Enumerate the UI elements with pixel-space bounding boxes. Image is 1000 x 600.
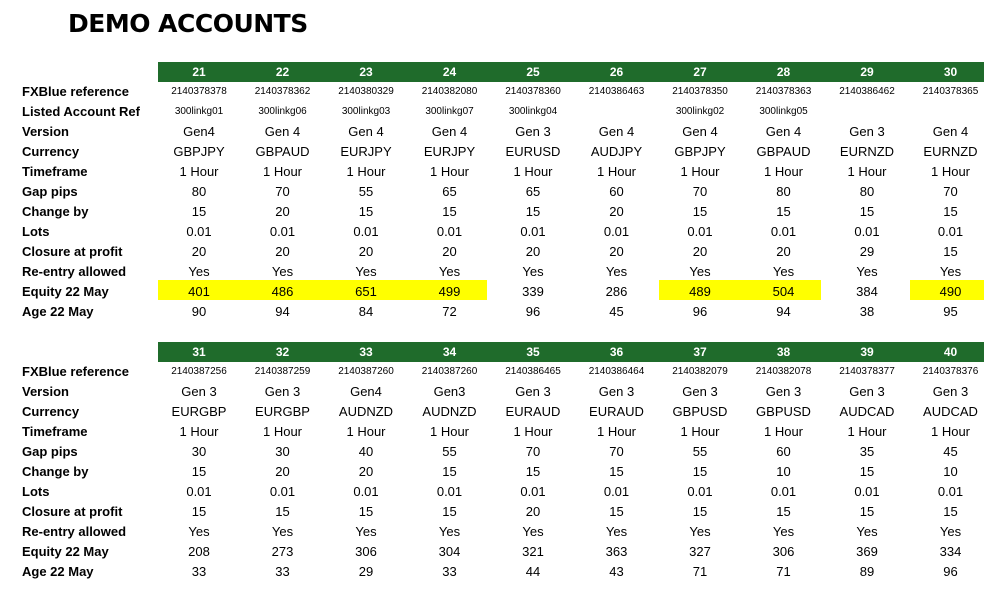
table-cell: 15 bbox=[609, 464, 624, 479]
table-cell: 1 Hour bbox=[930, 424, 971, 439]
table-cell: 300linkg05 bbox=[759, 106, 808, 117]
table-cell: EURJPY bbox=[423, 144, 476, 159]
table-cell: 2140387256 bbox=[171, 366, 227, 377]
table-cell: GBPJPY bbox=[173, 144, 225, 159]
table-cell: 1 Hour bbox=[179, 164, 219, 179]
row-label: Listed Account Ref bbox=[22, 104, 140, 119]
equity-cell: 489 bbox=[689, 284, 711, 299]
equity-cell: 339 bbox=[522, 284, 544, 299]
table-cell: GBPAUD bbox=[756, 144, 811, 159]
table-cell: Yes bbox=[689, 524, 711, 539]
table-cell: 15 bbox=[692, 204, 708, 219]
table-cell: 2140378376 bbox=[922, 366, 979, 377]
table-cell: 15 bbox=[525, 464, 541, 479]
table-cell: Gen 3 bbox=[598, 384, 635, 399]
table-cell: 0.01 bbox=[186, 484, 212, 499]
table-cell: 10 bbox=[943, 464, 958, 479]
table-cell: 33 bbox=[191, 564, 207, 579]
table-cell: 70 bbox=[692, 184, 708, 199]
table-cell: EURNZD bbox=[923, 144, 978, 159]
row-label: Equity 22 May bbox=[22, 284, 109, 299]
table-cell: 71 bbox=[776, 564, 791, 579]
table-cell: Gen 4 bbox=[348, 124, 384, 139]
table-cell: Yes bbox=[188, 524, 210, 539]
table-cell: 15 bbox=[191, 464, 207, 479]
column-number: 37 bbox=[693, 345, 707, 359]
table-cell: 1 Hour bbox=[262, 164, 303, 179]
table-cell: 70 bbox=[943, 184, 958, 199]
row-label: Change by bbox=[22, 204, 89, 219]
table-cell: Gen4 bbox=[183, 124, 215, 139]
table-cell: Gen 3 bbox=[849, 124, 885, 139]
table-cell: AUDCAD bbox=[839, 404, 895, 419]
column-number: 34 bbox=[442, 345, 457, 359]
table-cell: Gen 4 bbox=[682, 124, 718, 139]
table-cell: 0.01 bbox=[269, 224, 296, 239]
table-cell: 1 Hour bbox=[596, 164, 637, 179]
table-cell: 1 Hour bbox=[346, 164, 386, 179]
table-cell: 300linkg04 bbox=[508, 106, 558, 117]
table-cell: 80 bbox=[859, 184, 875, 199]
table-cell: 65 bbox=[442, 184, 457, 199]
table-cell: GBPAUD bbox=[255, 144, 310, 159]
table-cell: 20 bbox=[525, 244, 541, 259]
table-cell: 10 bbox=[776, 464, 791, 479]
table-cell: 2140387260 bbox=[338, 366, 394, 377]
table-cell: Gen 3 bbox=[765, 384, 802, 399]
table-cell: 80 bbox=[776, 184, 791, 199]
table-cell: 30 bbox=[275, 444, 290, 459]
table-cell: 96 bbox=[692, 304, 708, 319]
table-cell: 15 bbox=[525, 204, 541, 219]
table-cell: 55 bbox=[692, 444, 708, 459]
table-cell: 55 bbox=[358, 184, 374, 199]
column-number: 24 bbox=[442, 65, 457, 79]
table-cell: 15 bbox=[358, 204, 374, 219]
table-cell: 15 bbox=[442, 504, 457, 519]
table-cell: 1 Hour bbox=[763, 424, 804, 439]
table-cell: Gen 4 bbox=[431, 124, 468, 139]
table-cell: 0.01 bbox=[520, 484, 546, 499]
table-cell: GBPUSD bbox=[672, 404, 728, 419]
table-cell: 2140386464 bbox=[588, 366, 645, 377]
table-cell: Yes bbox=[772, 264, 795, 279]
table-cell: Yes bbox=[856, 524, 878, 539]
table-cell: 0.01 bbox=[269, 484, 296, 499]
row-label: Re-entry allowed bbox=[22, 264, 127, 279]
row-label: Lots bbox=[22, 484, 50, 499]
table-cell: 1 Hour bbox=[429, 424, 470, 439]
table-cell: 60 bbox=[609, 184, 624, 199]
row-label: Timeframe bbox=[22, 164, 88, 179]
column-number: 39 bbox=[860, 345, 874, 359]
column-number: 33 bbox=[359, 345, 373, 359]
table-cell: 1 Hour bbox=[847, 424, 887, 439]
table-cell: 0.01 bbox=[770, 224, 797, 239]
column-number: 31 bbox=[192, 345, 206, 359]
table-cell: 96 bbox=[525, 304, 541, 319]
row-label: FXBlue reference bbox=[22, 84, 129, 99]
table-cell: AUDNZD bbox=[422, 404, 477, 419]
table-cell: 300linkg07 bbox=[425, 106, 474, 117]
table-cell: 0.01 bbox=[436, 484, 463, 499]
equity-cell: 306 bbox=[355, 544, 377, 559]
table-cell: 2140378350 bbox=[672, 86, 728, 97]
table-cell: 70 bbox=[275, 184, 290, 199]
table-cell: 95 bbox=[943, 304, 958, 319]
table-cell: 0.01 bbox=[937, 484, 964, 499]
column-number: 26 bbox=[609, 65, 624, 79]
column-number: 30 bbox=[943, 65, 958, 79]
equity-cell: 499 bbox=[438, 284, 461, 299]
table-cell: Yes bbox=[939, 264, 962, 279]
table-cell: Gen 3 bbox=[264, 384, 301, 399]
table-cell: 0.01 bbox=[770, 484, 797, 499]
row-label: Age 22 May bbox=[22, 304, 94, 319]
table-cell: 40 bbox=[358, 444, 374, 459]
table-cell: 15 bbox=[358, 504, 374, 519]
column-number: 36 bbox=[609, 345, 624, 359]
table-cell: 15 bbox=[191, 504, 207, 519]
table-cell: 29 bbox=[358, 564, 374, 579]
column-number: 40 bbox=[943, 345, 958, 359]
table-cell: 2140378378 bbox=[171, 86, 227, 97]
table-cell: 38 bbox=[859, 304, 875, 319]
table-cell: Yes bbox=[271, 264, 294, 279]
table-cell: Yes bbox=[772, 524, 795, 539]
table-cell: Gen 3 bbox=[682, 384, 718, 399]
table-cell: 0.01 bbox=[436, 224, 463, 239]
table-cell: 0.01 bbox=[687, 484, 713, 499]
table-cell: 1 Hour bbox=[179, 424, 219, 439]
table-cell: EURUSD bbox=[505, 144, 561, 159]
equity-cell: 490 bbox=[939, 284, 962, 299]
table-cell: GBPJPY bbox=[674, 144, 726, 159]
table-cell: 1 Hour bbox=[262, 424, 303, 439]
table-cell: Yes bbox=[271, 524, 294, 539]
table-cell: 0.01 bbox=[603, 484, 630, 499]
table-cell: 2140386465 bbox=[505, 366, 561, 377]
table-cell: 20 bbox=[692, 244, 708, 259]
table-cell: 30 bbox=[191, 444, 207, 459]
table-cell: 15 bbox=[442, 204, 457, 219]
table-cell: Gen 3 bbox=[515, 384, 551, 399]
table-cell: 94 bbox=[275, 304, 290, 319]
table-cell: 44 bbox=[525, 564, 541, 579]
table-cell: Gen 3 bbox=[849, 384, 885, 399]
table-cell: 2140378365 bbox=[922, 86, 979, 97]
column-number: 22 bbox=[275, 65, 290, 79]
column-number: 35 bbox=[526, 345, 540, 359]
table-cell: 80 bbox=[191, 184, 207, 199]
table-cell: Yes bbox=[355, 264, 377, 279]
table-cell: Gen 4 bbox=[932, 124, 969, 139]
table-cell: AUDJPY bbox=[590, 144, 643, 159]
equity-cell: 273 bbox=[271, 544, 294, 559]
table-cell: 0.01 bbox=[353, 484, 379, 499]
table-cell: Gen 3 bbox=[181, 384, 217, 399]
table-cell: 20 bbox=[776, 244, 791, 259]
row-label: Currency bbox=[22, 144, 80, 159]
table-cell: 70 bbox=[525, 444, 541, 459]
table-cell: EURGBP bbox=[255, 404, 310, 419]
row-label: Equity 22 May bbox=[22, 544, 109, 559]
table-cell: EURJPY bbox=[340, 144, 392, 159]
equity-cell: 651 bbox=[355, 284, 377, 299]
table-cell: 20 bbox=[275, 464, 290, 479]
table-cell: 70 bbox=[609, 444, 624, 459]
table-cell: Yes bbox=[689, 264, 711, 279]
table-cell: 20 bbox=[442, 244, 457, 259]
table-cell: 15 bbox=[692, 464, 708, 479]
equity-cell: 321 bbox=[522, 544, 544, 559]
table-cell: 2140382080 bbox=[421, 86, 478, 97]
equity-cell: 486 bbox=[271, 284, 294, 299]
page-title: DEMO ACCOUNTS bbox=[68, 9, 308, 38]
table-cell: 15 bbox=[609, 504, 624, 519]
table-cell: 2140378363 bbox=[755, 86, 812, 97]
equity-cell: 304 bbox=[438, 544, 461, 559]
table-cell: 89 bbox=[859, 564, 875, 579]
table-cell: Yes bbox=[856, 264, 878, 279]
table-cell bbox=[576, 104, 658, 120]
table-cell: 2140378377 bbox=[839, 366, 895, 377]
column-number: 29 bbox=[860, 65, 874, 79]
equity-cell: 208 bbox=[188, 544, 210, 559]
row-label: Timeframe bbox=[22, 424, 88, 439]
table-cell: 96 bbox=[943, 564, 958, 579]
equity-cell: 334 bbox=[939, 544, 962, 559]
table-cell: Gen 3 bbox=[932, 384, 969, 399]
table-cell: 1 Hour bbox=[513, 424, 553, 439]
table-cell: Gen 4 bbox=[264, 124, 301, 139]
column-number: 21 bbox=[192, 65, 206, 79]
table-cell: 20 bbox=[609, 204, 624, 219]
row-label: Re-entry allowed bbox=[22, 524, 127, 539]
column-number: 27 bbox=[693, 65, 707, 79]
equity-cell: 306 bbox=[772, 544, 795, 559]
table-cell: Yes bbox=[605, 524, 628, 539]
table-cell: 20 bbox=[358, 464, 374, 479]
table-cell bbox=[910, 104, 992, 120]
table-cell: Yes bbox=[605, 264, 628, 279]
table-cell: 2140387260 bbox=[421, 366, 478, 377]
table-cell: 0.01 bbox=[353, 224, 379, 239]
table-cell: 0.01 bbox=[854, 484, 880, 499]
table-cell: 94 bbox=[776, 304, 791, 319]
row-label: Version bbox=[22, 124, 69, 139]
table-cell: 15 bbox=[191, 204, 207, 219]
table-cell: GBPUSD bbox=[756, 404, 811, 419]
table-cell: 90 bbox=[191, 304, 207, 319]
table-cell: 300linkg03 bbox=[341, 106, 391, 117]
table-cell: 1 Hour bbox=[930, 164, 971, 179]
table-cell: EURNZD bbox=[839, 144, 895, 159]
table-cell: 1 Hour bbox=[763, 164, 804, 179]
table-cell: 55 bbox=[442, 444, 457, 459]
table-cell: Yes bbox=[522, 524, 544, 539]
table-cell: 72 bbox=[442, 304, 457, 319]
table-cell: 2140380329 bbox=[338, 86, 394, 97]
table-cell: Yes bbox=[188, 264, 210, 279]
table-cell: AUDCAD bbox=[923, 404, 978, 419]
table-cell: Gen3 bbox=[433, 384, 466, 399]
table-cell: 1 Hour bbox=[596, 424, 637, 439]
table-cell: 0.01 bbox=[687, 224, 713, 239]
table-cell: 0.01 bbox=[186, 224, 212, 239]
table-cell: 15 bbox=[943, 504, 958, 519]
table-cell: 33 bbox=[275, 564, 290, 579]
table-cell: 29 bbox=[859, 244, 875, 259]
table-cell: 300linkg02 bbox=[675, 106, 725, 117]
table-cell: 15 bbox=[859, 464, 875, 479]
table-cell: 20 bbox=[191, 244, 207, 259]
table-cell: 2140387259 bbox=[254, 366, 311, 377]
table-cell: 84 bbox=[358, 304, 374, 319]
table-cell: 15 bbox=[776, 204, 791, 219]
equity-cell: 363 bbox=[605, 544, 628, 559]
table-cell: 0.01 bbox=[520, 224, 546, 239]
table-cell: 20 bbox=[609, 244, 624, 259]
table-cell: 20 bbox=[275, 204, 290, 219]
table-cell: 65 bbox=[525, 184, 541, 199]
table-cell: 1 Hour bbox=[847, 164, 887, 179]
table-cell: Gen 4 bbox=[765, 124, 802, 139]
table-cell: 15 bbox=[776, 504, 791, 519]
table-cell: Gen 4 bbox=[598, 124, 635, 139]
table-cell: Gen 3 bbox=[515, 124, 551, 139]
table-cell: 1 Hour bbox=[680, 424, 720, 439]
table-cell: 43 bbox=[609, 564, 624, 579]
equity-cell: 286 bbox=[605, 284, 628, 299]
table-cell: 33 bbox=[442, 564, 457, 579]
column-number: 23 bbox=[359, 65, 373, 79]
column-number: 28 bbox=[776, 65, 791, 79]
table-cell: 1 Hour bbox=[513, 164, 553, 179]
table-cell: 60 bbox=[776, 444, 791, 459]
table-cell: 2140378360 bbox=[505, 86, 561, 97]
table-cell: 2140386463 bbox=[588, 86, 645, 97]
row-label: FXBlue reference bbox=[22, 364, 129, 379]
row-label: Closure at profit bbox=[22, 504, 123, 519]
table-cell: 71 bbox=[692, 564, 708, 579]
table-cell: Yes bbox=[438, 264, 461, 279]
table-cell: 300linkg01 bbox=[174, 106, 224, 117]
table-cell: 45 bbox=[609, 304, 624, 319]
table-cell: 0.01 bbox=[603, 224, 630, 239]
table-cell: 2140386462 bbox=[839, 86, 895, 97]
table-cell: Gen4 bbox=[350, 384, 382, 399]
table-cell: 1 Hour bbox=[429, 164, 470, 179]
table-cell: 35 bbox=[859, 444, 875, 459]
row-label: Version bbox=[22, 384, 69, 399]
equity-cell: 327 bbox=[689, 544, 711, 559]
table-cell: 300linkg06 bbox=[258, 106, 307, 117]
table-cell: 0.01 bbox=[854, 224, 880, 239]
table-cell: 0.01 bbox=[937, 224, 964, 239]
table-cell bbox=[826, 104, 908, 120]
table-cell: 15 bbox=[859, 204, 875, 219]
table-cell: 15 bbox=[943, 244, 958, 259]
table-cell: EURAUD bbox=[505, 404, 561, 419]
table-cell: 15 bbox=[275, 504, 290, 519]
equity-cell: 384 bbox=[856, 284, 878, 299]
column-number: 38 bbox=[776, 345, 791, 359]
table-cell: Yes bbox=[355, 524, 377, 539]
table-cell: 2140378362 bbox=[254, 86, 311, 97]
table-cell: 1 Hour bbox=[680, 164, 720, 179]
table-cell: Yes bbox=[939, 524, 962, 539]
row-label: Age 22 May bbox=[22, 564, 94, 579]
table-cell: 20 bbox=[358, 244, 374, 259]
table-cell: EURGBP bbox=[171, 404, 227, 419]
row-label: Currency bbox=[22, 404, 80, 419]
table-cell: 15 bbox=[859, 504, 875, 519]
row-label: Change by bbox=[22, 464, 89, 479]
column-number: 25 bbox=[526, 65, 540, 79]
table-cell: EURAUD bbox=[589, 404, 644, 419]
row-label: Closure at profit bbox=[22, 244, 123, 259]
equity-cell: 369 bbox=[856, 544, 878, 559]
table-cell: 20 bbox=[525, 504, 541, 519]
table-cell: 2140382078 bbox=[755, 366, 812, 377]
table-cell: 20 bbox=[275, 244, 290, 259]
equity-cell: 401 bbox=[188, 284, 210, 299]
table-cell: 15 bbox=[943, 204, 958, 219]
equity-cell: 504 bbox=[772, 284, 795, 299]
table-cell: 1 Hour bbox=[346, 424, 386, 439]
table-cell: 2140382079 bbox=[672, 366, 728, 377]
table-cell: 15 bbox=[442, 464, 457, 479]
column-number: 32 bbox=[275, 345, 290, 359]
table-cell: Yes bbox=[522, 264, 544, 279]
table-cell: 45 bbox=[943, 444, 958, 459]
table-cell: AUDNZD bbox=[338, 404, 394, 419]
table-cell: Yes bbox=[438, 524, 461, 539]
row-label: Lots bbox=[22, 224, 50, 239]
table-cell: 15 bbox=[692, 504, 708, 519]
row-label: Gap pips bbox=[22, 444, 78, 459]
row-label: Gap pips bbox=[22, 184, 78, 199]
